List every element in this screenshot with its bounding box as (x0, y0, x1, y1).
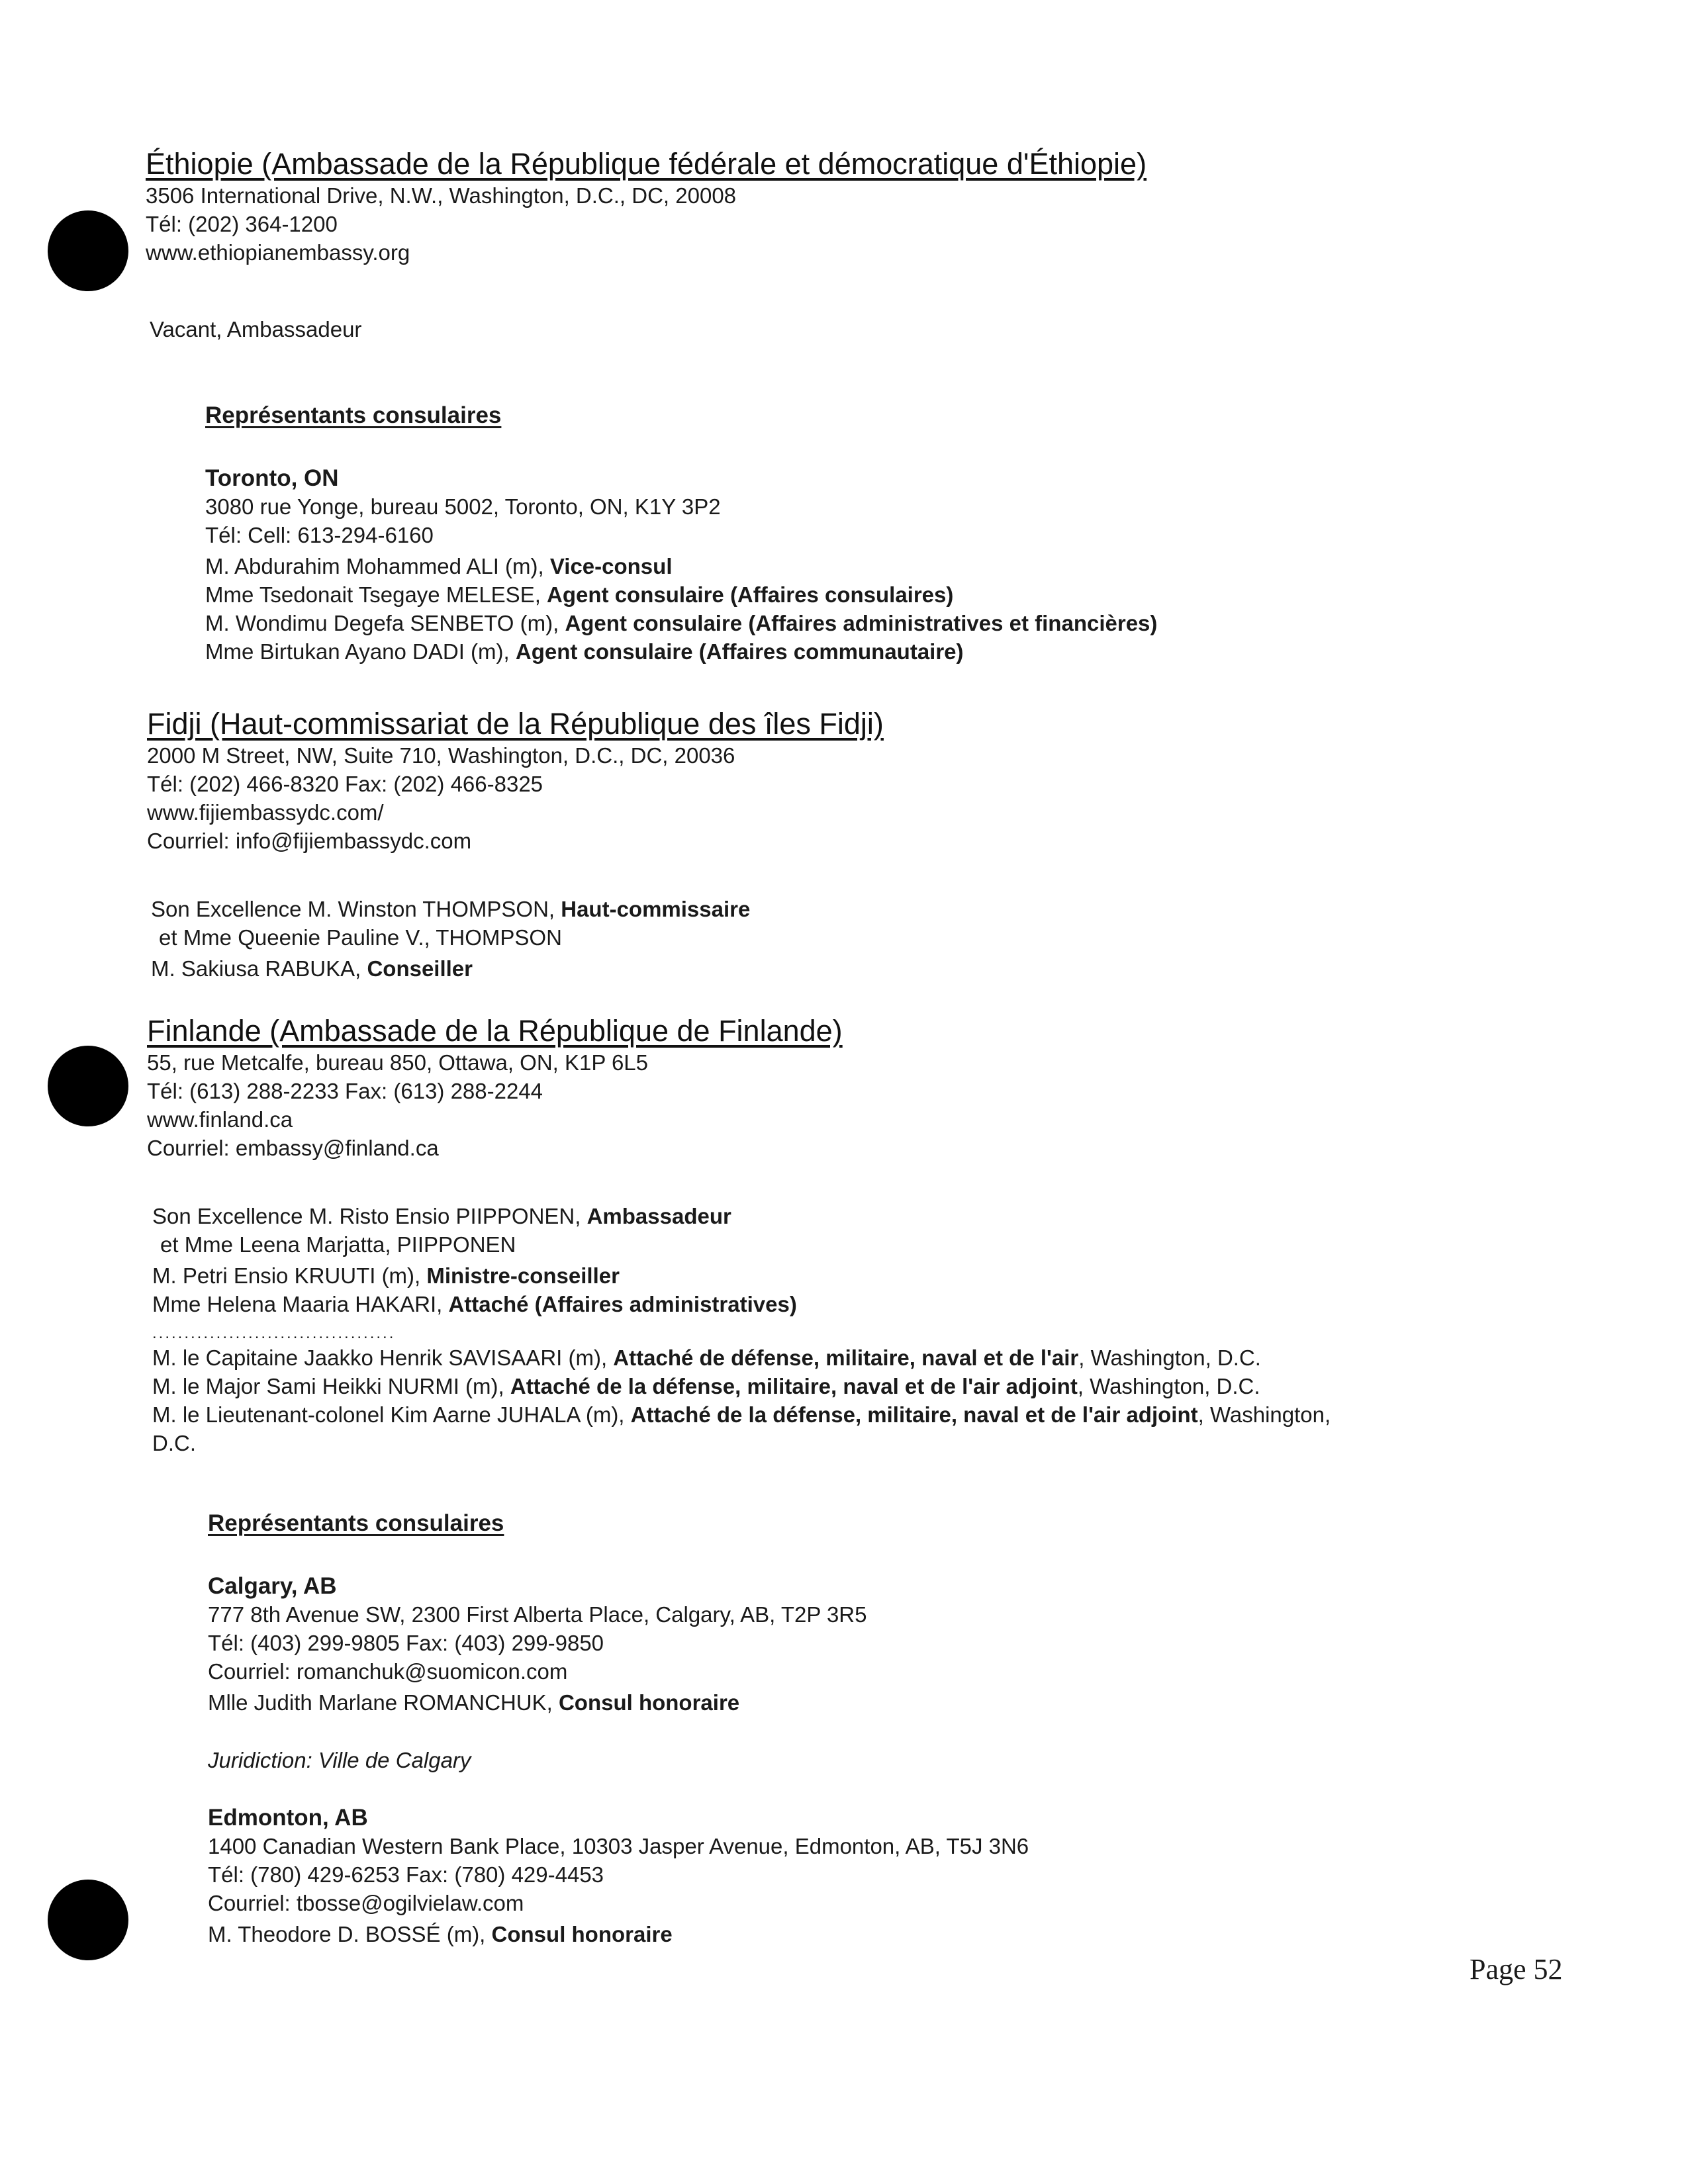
defense-entry-wrap: D.C. (152, 1431, 196, 1455)
fiji-spouse: et Mme Queenie Pauline V., THOMPSON (159, 925, 562, 950)
finland-consular-heading: Représentants consulaires (208, 1510, 504, 1536)
edmonton-city: Edmonton, AB (208, 1805, 368, 1831)
fiji-staff (151, 895, 750, 983)
staff-entry: Mme Tsedonait Tsegaye MELESE, Agent consulaire (Affaires consulaires) (205, 582, 954, 607)
finland-heading: Finlande (Ambassade de la République de Finlande) (147, 1014, 843, 1048)
finland-web: www.finland.ca (147, 1107, 293, 1132)
calgary-consul: Mlle Judith Marlane ROMANCHUK, Consul honoraire (208, 1690, 740, 1715)
ethiopia-consular-heading: Représentants consulaires (205, 402, 502, 428)
punch-hole-top (48, 210, 128, 291)
fiji-counsellor: M. Sakiusa RABUKA, Conseiller (151, 956, 473, 981)
staff-entry: M. Abdurahim Mohammed ALI (m), Vice-consul (205, 554, 673, 578)
calgary-address: 777 8th Avenue SW, 2300 First Alberta Place, Calgary, AB, T2P 3R5 (208, 1602, 867, 1627)
fiji-high-commissioner: Son Excellence M. Winston THOMPSON, Haut-commissaire (151, 897, 751, 921)
defense-entry: M. le Major Sami Heikki NURMI (m), Attaché de la défense, militaire, naval et de l'air adjoint, Washington, D.C. (152, 1374, 1260, 1398)
finland-tel: Tél: (613) 288-2233 Fax: (613) 288-2244 (147, 1079, 543, 1103)
punch-hole-bottom (48, 1880, 128, 1960)
ethiopia-consular (205, 401, 1157, 666)
ethiopia-address: 3506 International Drive, N.W., Washington, D.C., DC, 20008 (146, 183, 737, 208)
staff-entry: Mme Birtukan Ayano DADI (m), Agent consulaire (Affaires communautaire) (205, 639, 964, 664)
fiji-tel: Tél: (202) 466-8320 Fax: (202) 466-8325 (147, 772, 543, 796)
defense-entry: M. le Capitaine Jaakko Henrik SAVISAARI (m), Attaché de défense, militaire, naval et de l'air, Washington, D.C. (152, 1345, 1261, 1370)
page-number: Page 52 (1470, 1953, 1563, 1985)
finland-ambassador: Son Excellence M. Risto Ensio PIIPPONEN, Ambassadeur (152, 1204, 731, 1228)
ethiopia-section (146, 147, 1147, 267)
calgary-email: Courriel: romanchuk@suomicon.com (208, 1659, 568, 1684)
fiji-address: 2000 M Street, NW, Suite 710, Washington, D.C., DC, 20036 (147, 743, 735, 768)
fiji-email: Courriel: info@fijiembassydc.com (147, 829, 472, 853)
calgary-jurisdiction: Juridiction: Ville de Calgary (208, 1748, 471, 1772)
staff-entry: Mme Helena Maaria HAKARI, Attaché (Affaires administratives) (152, 1292, 797, 1316)
ethiopia-tel: Tél: (202) 364-1200 (146, 212, 338, 236)
finland-email: Courriel: embassy@finland.ca (147, 1136, 439, 1160)
finland-consular (208, 1509, 1029, 1948)
calgary-city: Calgary, AB (208, 1573, 337, 1599)
finland-section (147, 1014, 843, 1162)
separator-dots: ...................................... (152, 1324, 396, 1342)
edmonton-consul: M. Theodore D. BOSSÉ (m), Consul honoraire (208, 1922, 673, 1946)
staff-entry: M. Wondimu Degefa SENBETO (m), Agent consulaire (Affaires administratives et financières) (205, 611, 1158, 635)
fiji-web: www.fijiembassydc.com/ (147, 800, 384, 825)
ethiopia-city-tel: Tél: Cell: 613-294-6160 (205, 523, 434, 547)
ethiopia-city-address: 3080 rue Yonge, bureau 5002, Toronto, ON, K1Y 3P2 (205, 494, 721, 519)
defense-entry: M. le Lieutenant-colonel Kim Aarne JUHALA (m), Attaché de la défense, militaire, naval et de l'air adjoint, Washington, (152, 1402, 1331, 1427)
staff-entry: M. Petri Ensio KRUUTI (m), Ministre-conseiller (152, 1263, 620, 1288)
edmonton-address: 1400 Canadian Western Bank Place, 10303 Jasper Avenue, Edmonton, AB, T5J 3N6 (208, 1834, 1029, 1858)
fiji-section (147, 707, 884, 855)
ethiopia-web: www.ethiopianembassy.org (146, 240, 410, 265)
edmonton-tel: Tél: (780) 429-6253 Fax: (780) 429-4453 (208, 1862, 604, 1887)
edmonton-email: Courriel: tbosse@ogilvielaw.com (208, 1891, 524, 1915)
finland-address: 55, rue Metcalfe, bureau 850, Ottawa, ON, K1P 6L5 (147, 1050, 649, 1075)
finland-spouse: et Mme Leena Marjatta, PIIPPONEN (160, 1232, 516, 1257)
punch-hole-middle (48, 1046, 128, 1126)
ethiopia-ambassador: Vacant, Ambassadeur (150, 317, 362, 341)
calgary-tel: Tél: (403) 299-9805 Fax: (403) 299-9850 (208, 1631, 604, 1655)
finland-staff (152, 1202, 1331, 1457)
ethiopia-heading: Éthiopie (Ambassade de la République fédérale et démocratique d'Éthiopie) (146, 147, 1147, 181)
fiji-heading: Fidji (Haut-commissariat de la République des îles Fidji) (147, 707, 884, 741)
ethiopia-city: Toronto, ON (205, 465, 339, 491)
